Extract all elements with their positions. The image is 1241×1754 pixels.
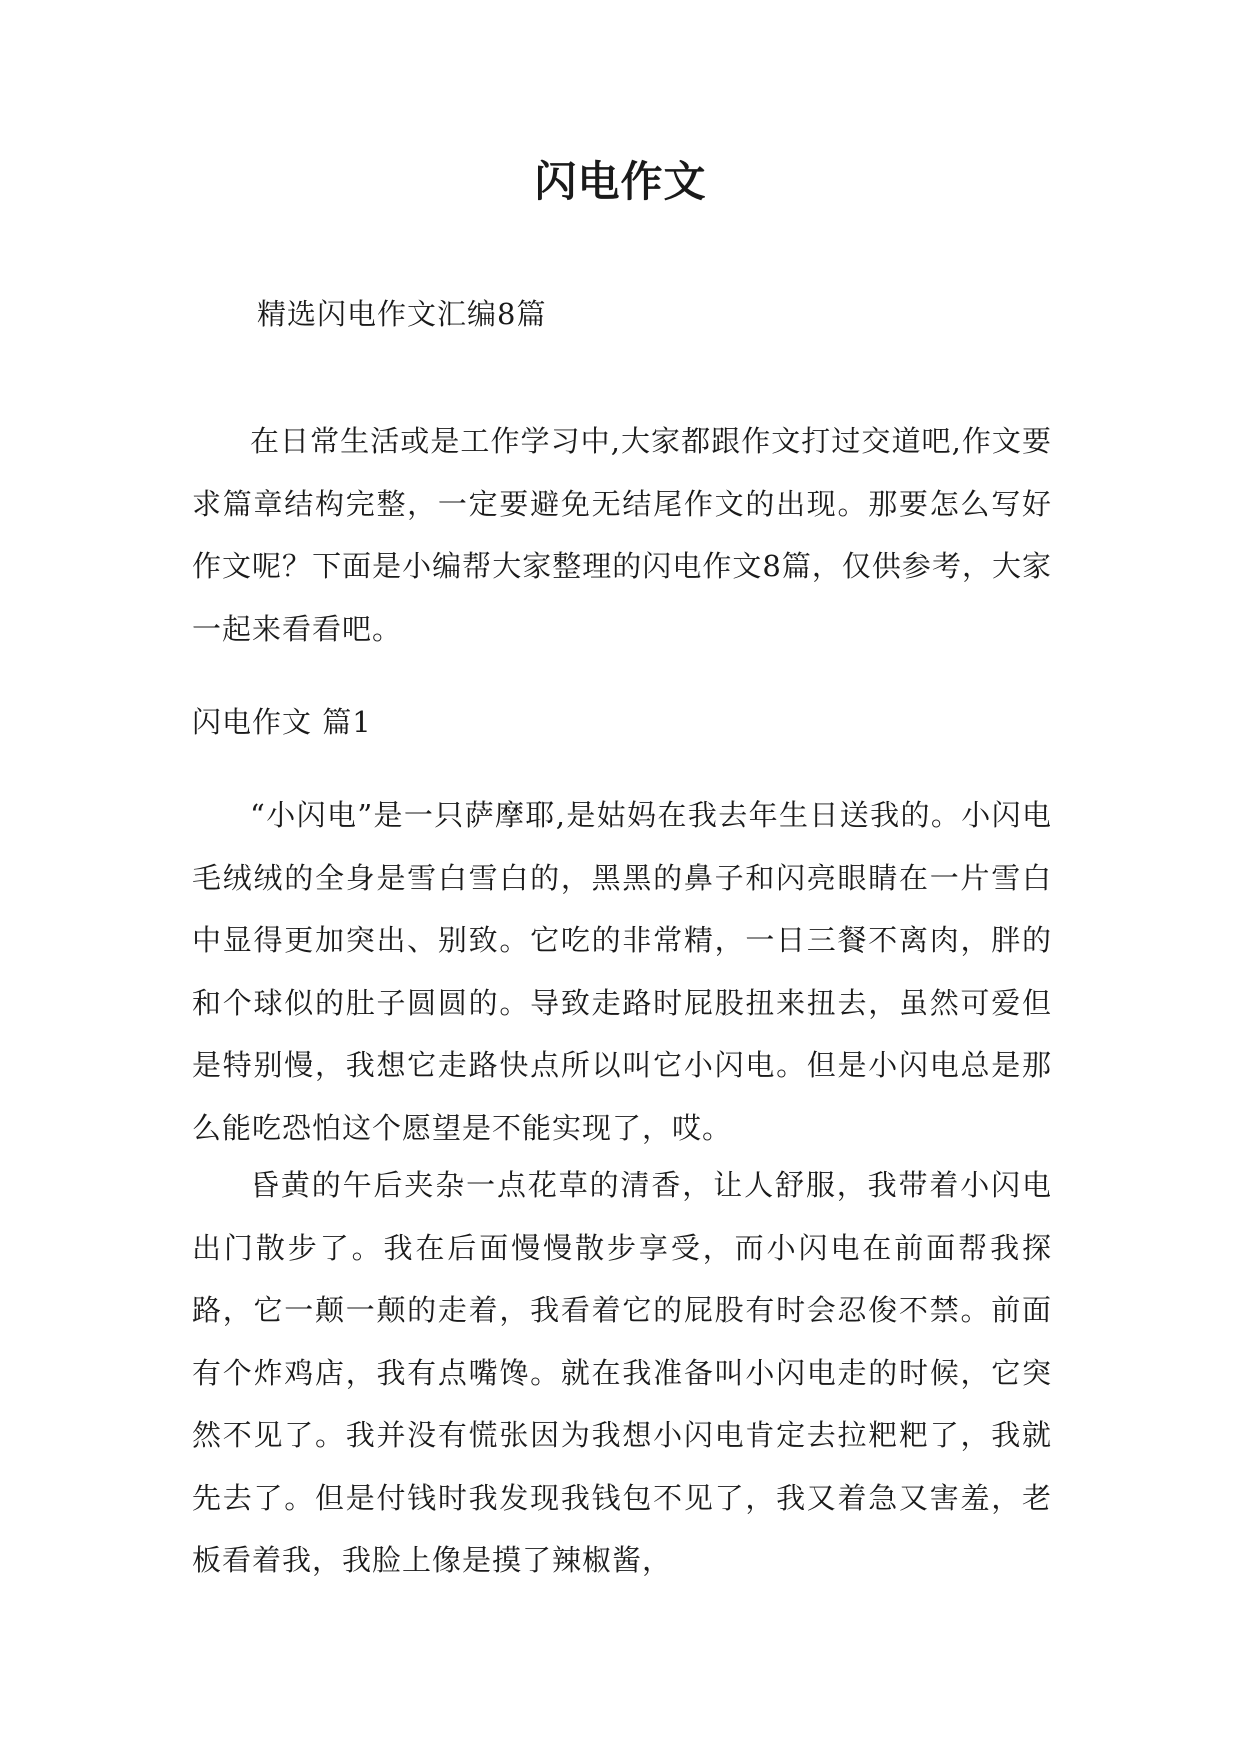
body-paragraph: “小闪电”是一只萨摩耶,是姑妈在我去年生日送我的。小闪电毛绒绒的全身是雪白雪白的，黑黑的鼻子和闪亮眼睛在一片雪白中显得更加突出、别致。它吃的非常精，一日三餐不离肉，胖的和个球似的肚子圆圆的。导致走路时屁股扭来扭去，虽然可爱但是特别慢，我想它走路快点所以叫它小闪电。但是小闪电总是那么能吃恐怕这个愿望是不能实现了，哎。 [192,798,1052,1145]
body-paragraph: 昏黄的午后夹杂一点花草的清香，让人舒服，我带着小闪电出门散步了。我在后面慢慢散步享受，而小闪电在前面帮我探路，它一颠一颠的走着，我看着它的屁股有时会忍俊不禁。前面有个炸鸡店，我有点嘴馋。就在我准备叫小闪电走的时候，它突然不见了。我并没有慌张因为我想小闪电肯定去拉粑粑了，我就先去了。但是付钱时我发现我钱包不见了，我又着急又害羞，老板看着我，我脸上像是摸了辣椒酱， [192,1168,1052,1577]
document-subtitle: 精选闪电作文汇编8篇 [257,297,547,331]
document-title: 闪电作文 [534,157,707,206]
intro-paragraph: 在日常生活或是工作学习中,大家都跟作文打过交道吧,作文要求篇章结构完整，一定要避免无结尾作文的出现。那要怎么写好作文呢？下面是小编帮大家整理的闪电作文8篇，仅供参考，大家一起来看看吧。 [192,424,1052,646]
section-heading: 闪电作文 篇1 [192,705,372,739]
